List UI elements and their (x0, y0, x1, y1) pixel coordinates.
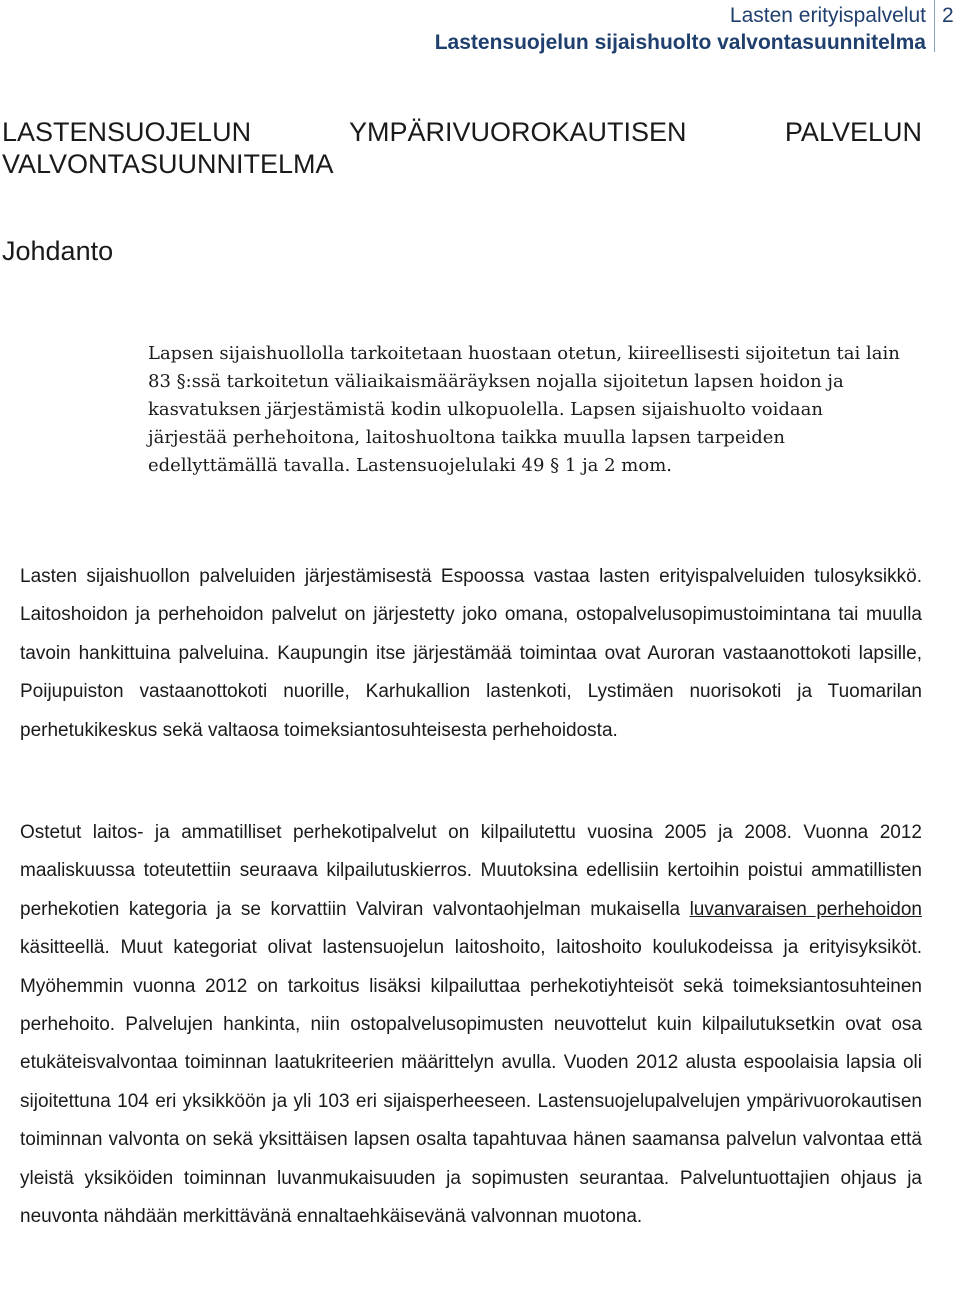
header-category: Lasten erityispalvelut (729, 4, 926, 27)
body-paragraph-1: Lasten sijaishuollon palveluiden järjestämisestä Espoossa vastaa lasten erityispalveluiden tulosyksikkö. Laitoshoidon ja perhehoidon palvelut on järjestetty joko omana, ostopalvelusopimustoimintana tai muulla tavoin hankittuina palveluina. Kaupungin itse järjestämää toimintaa ovat Auroran vastaanottokoti lapsille, Poijupuiston vastaanottokoti nuorille, Karhukallion lastenkoti, Lystimäen nuorisokoti ja Tuomarilan perhetukikeskus sekä valtaosa toimeksiantosuhteisesta perhehoidosta. (20, 566, 922, 741)
page-header (0, 0, 960, 54)
page-title (2, 116, 922, 180)
section-heading: Johdanto (2, 236, 114, 266)
header-text (435, 2, 926, 56)
header-divider (934, 0, 935, 52)
page-number: 2 (942, 4, 954, 27)
underlined-term: luvanvaraisen perhehoidon (689, 898, 922, 920)
paragraph-2-text-start: Ostetut laitos- ja ammatilliset perhekotipalvelut on kilpailutettu vuosina 2005 ja 2008. Vuonna 2012 maaliskuussa toteutettiin seuraava kilpailutuskierros. Muutoksina edellisiin kertoihin poistui ammatillisten perhekotien kategoria ja se korvattiin Valviran valvontaohjelman mukaisella (20, 822, 922, 920)
header-document-title: Lastensuojelun sijaishuolto valvontasuunnitelma (434, 31, 926, 54)
paragraph-2-text-end: käsitteellä. Muut kategoriat olivat lastensuojelun laitoshoito, laitoshoito koulukodeissa ja erityisyksiköt. Myöhemmin vuonna 2012 on tarkoitus lisäksi kilpailuttaa perhekotiyhteisöt sekä toimeksiantosuhteinen perhehoito. Palvelujen hankinta, niin ostopalvelusopimusten neuvottelut kuin kilpailutuksetkin ovat osa etukäteisvalvontaa toiminnan laatukriteerien määrittelyn avulla. Vuoden 2012 alusta espoolaisia lapsia oli sijoitettuna 104 eri yksikköön ja yli 103 eri sijaisperheeseen. Lastensuojelupalvelujen ympärivuorokautisen toiminnan valvonta on sekä yksittäisen lapsen osalta tapahtuvaa hänen saamansa palvelun valvontaa että yleistä yksiköiden toiminnan luvanmukaisuuden ja sopimusten seurantaa. Palveluntuottajien ohjaus ja neuvonta nähdään merkittävänä ennaltaehkäisevänä valvonnan muotona. (20, 937, 922, 1228)
law-quote: Lapsen sijaishuollolla tarkoitetaan huostaan otetun, kiireellisesti sijoitetun tai lain 83 §:ssä tarkoitetun väliaikaismääräyksen nojalla sijoitetun lapsen hoidon ja kasvatuksen järjestämistä kodin ulkopuolella. Lapsen sijaishuolto voidaan järjestää perhehoitona, laitoshuoltona taikka muulla lapsen tarpeiden edellyttämällä tavalla. Lastensuojelulaki 49 § 1 ja 2 mom. (148, 343, 900, 476)
body-paragraph-2 (20, 814, 922, 1236)
page-title-line-2: VALVONTASUUNNITELMA (2, 149, 334, 179)
page-title-line-1: LASTENSUOJELUN YMPÄRIVUOROKAUTISEN PALVELUN (2, 117, 922, 147)
